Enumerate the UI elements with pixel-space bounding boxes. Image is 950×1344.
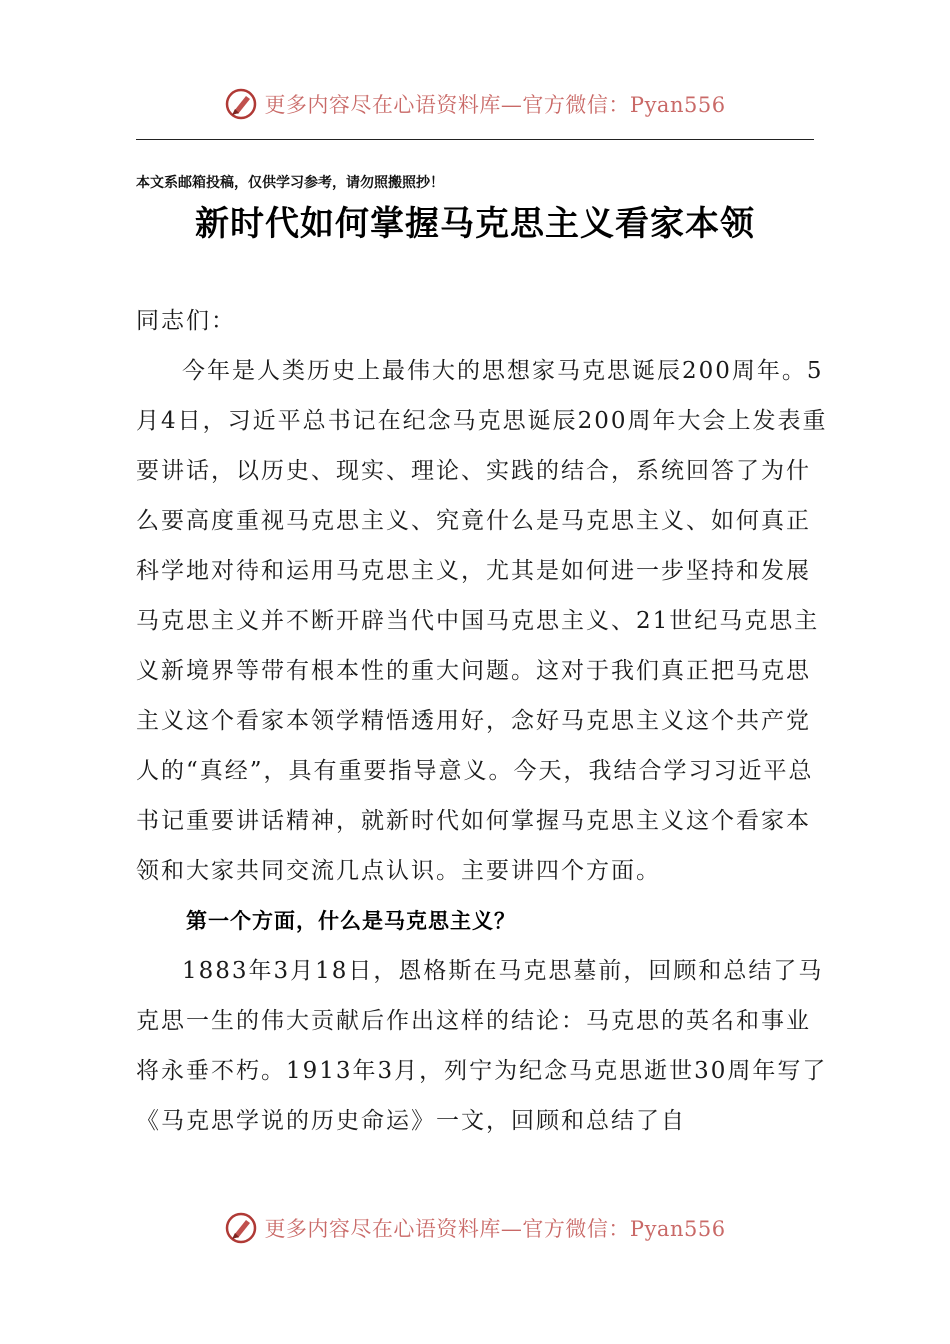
pen-logo-icon bbox=[224, 1211, 258, 1245]
pen-logo-icon bbox=[224, 87, 258, 121]
paragraph-section-1: 1883年3月18日，恩格斯在马克思墓前，回顾和总结了马克思一生的伟大贡献后作出这样的结论：马克思的英名和事业将永垂不朽。1913年3月，列宁为纪念马克思逝世30周年写了《马克思学说的历史命运》一文，回顾和总结了自 bbox=[136, 958, 828, 1134]
salutation: 同志们： bbox=[136, 308, 236, 334]
footer-banner bbox=[0, 1208, 950, 1248]
header-banner bbox=[0, 84, 950, 124]
footer-banner-text: 更多内容尽在心语资料库—官方微信：Pyan556 bbox=[264, 1217, 726, 1241]
document-title: 新时代如何掌握马克思主义看家本领 bbox=[195, 204, 755, 244]
disclaimer-note: 本文系邮箱投稿，仅供学习参考，请勿照搬照抄！ bbox=[136, 175, 444, 191]
document-body bbox=[136, 296, 828, 1146]
paragraph-intro: 今年是人类历史上最伟大的思想家马克思诞辰200周年。5月4日，习近平总书记在纪念马克思诞辰200周年大会上发表重要讲话，以历史、现实、理论、实践的结合，系统回答了为什么要高度重视马克思主义、究竟什么是马克思主义、如何真正科学地对待和运用马克思主义，尤其是如何进一步坚持和发展马克思主义并不断开辟当代中国马克思主义、21世纪马克思主义新境界等带有根本性的重大问题。这对于我们真正把马克思主义这个看家本领学精悟透用好，念好马克思主义这个共产党人的“真经”，具有重要指导意义。今天，我结合学习习近平总书记重要讲话精神，就新时代如何掌握马克思主义这个看家本领和大家共同交流几点认识。主要讲四个方面。 bbox=[136, 358, 828, 884]
header-divider bbox=[136, 139, 814, 140]
header-banner-text: 更多内容尽在心语资料库—官方微信：Pyan556 bbox=[264, 93, 726, 117]
section-heading-1: 第一个方面，什么是马克思主义？ bbox=[186, 909, 516, 933]
